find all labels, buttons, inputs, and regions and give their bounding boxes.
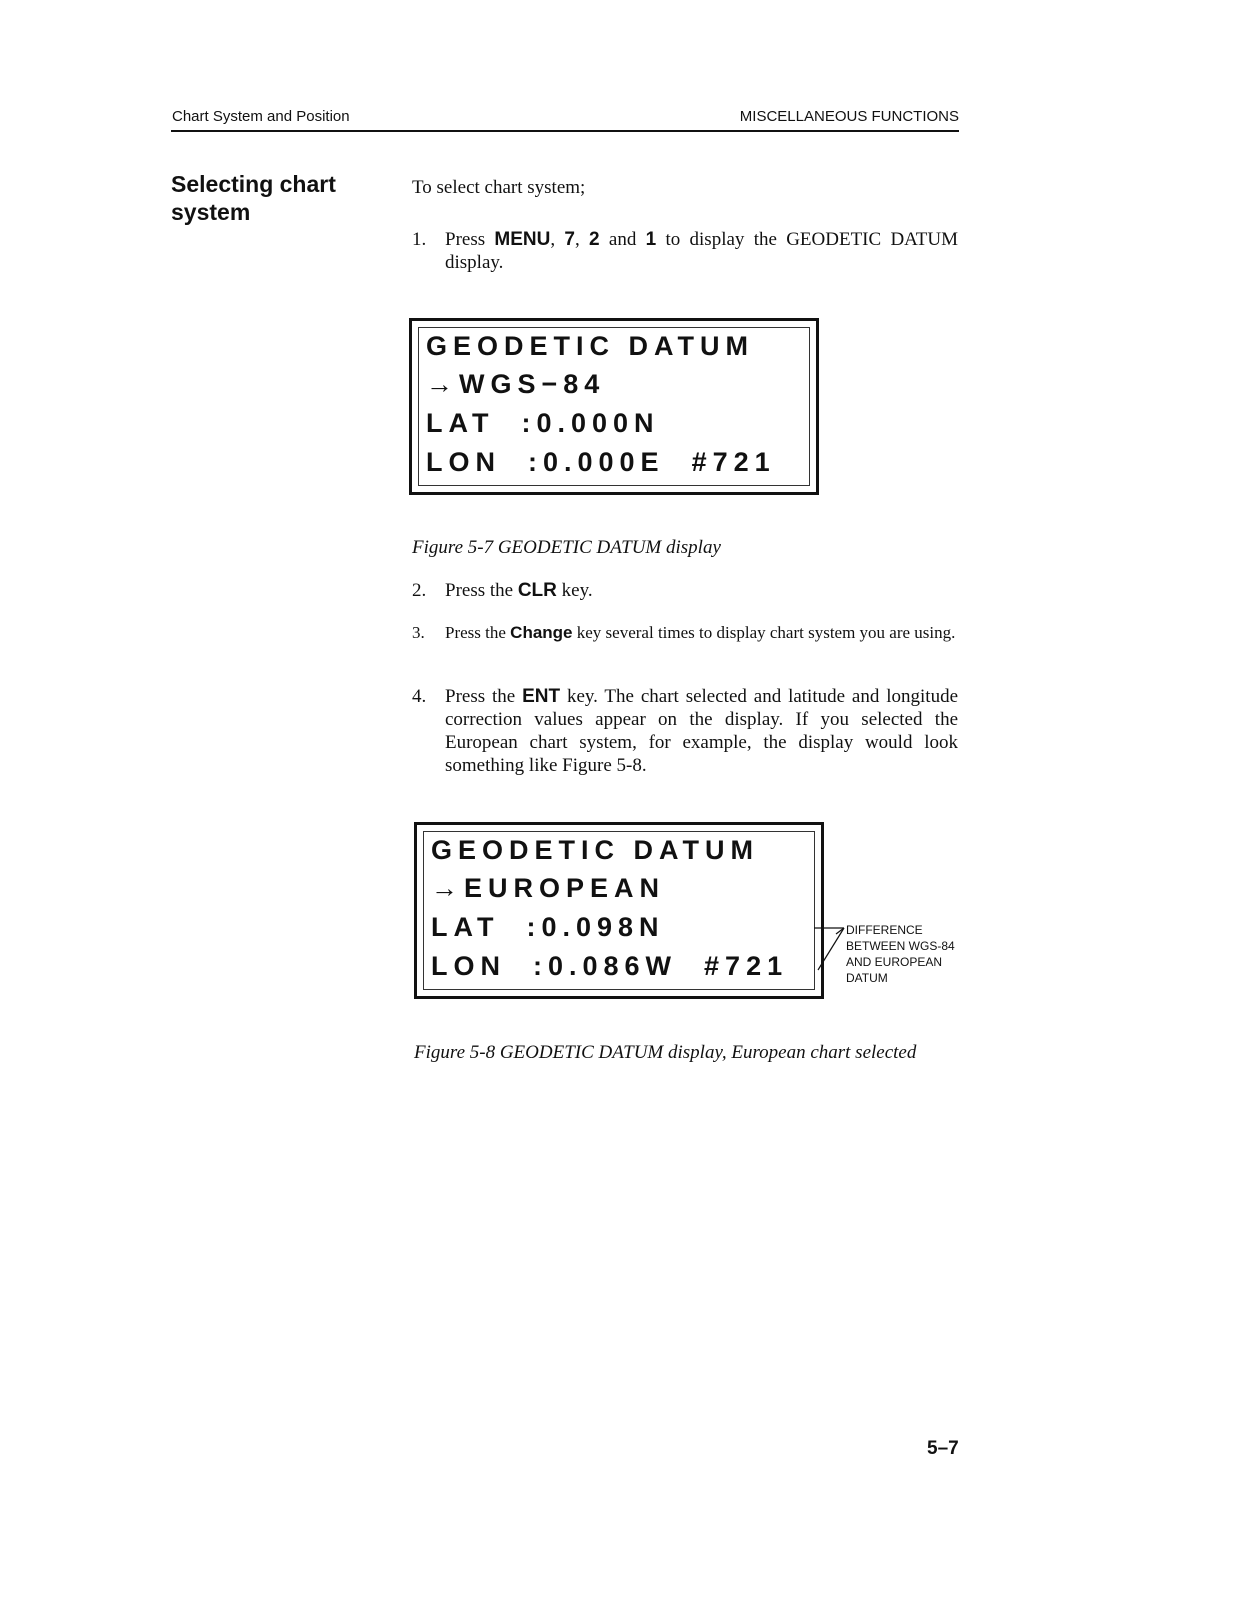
figure-caption: Figure 5-7 GEODETIC DATUM display (412, 537, 721, 558)
intro-paragraph: To select chart system; (412, 177, 586, 198)
figure-caption: Figure 5-8 GEODETIC DATUM display, European chart selected (414, 1042, 917, 1063)
lcd-line: GEODETIC DATUM (426, 331, 754, 361)
change-key: Change (510, 623, 573, 642)
step-4: 4. Press the ENT key. The chart selected and latitude and longitude correction values appear on the display. If you selected the European chart system, for example, the display would look something like Figure 5-8. (412, 686, 958, 776)
page-number: 5–7 (927, 1438, 959, 1459)
step-2: 2. Press the CLR key. (412, 580, 593, 601)
callout-lines (806, 918, 850, 978)
step-3: 3. Press the Change key several times to display chart system you are using. (412, 623, 956, 642)
lcd-line: →EUROPEAN (431, 873, 666, 903)
lcd-line: LON :0.086W #721 (431, 951, 789, 981)
geodetic-datum-european-display-figure (414, 822, 824, 999)
step-1 (412, 228, 958, 274)
lcd-line: LAT :0.098N (431, 912, 665, 942)
difference-callout: DIFFERENCE BETWEEN WGS-84 AND EUROPEAN DATUM (846, 923, 955, 985)
header-section-title: Chart System and Position (172, 108, 350, 125)
header-chapter-title: MISCELLANEOUS FUNCTIONS (739, 108, 959, 125)
menu-key: MENU (494, 229, 551, 250)
geodetic-datum-display-figure (409, 318, 819, 495)
lcd-line: GEODETIC DATUM (431, 835, 759, 865)
lcd-line: LON :0.000E #721 (426, 447, 776, 477)
clr-key: CLR (517, 580, 557, 601)
side-heading: Selecting chart system (171, 171, 336, 225)
header-rule (171, 130, 959, 132)
lcd-line: LAT :0.000N (426, 408, 660, 438)
step-text: Press MENU, 7, 2 and 1 to display the GEODETIC DATUM display. (445, 229, 959, 273)
lcd-line: →WGS−84 (426, 369, 606, 399)
step-number: 1. (412, 229, 427, 250)
ent-key: ENT (522, 686, 561, 707)
